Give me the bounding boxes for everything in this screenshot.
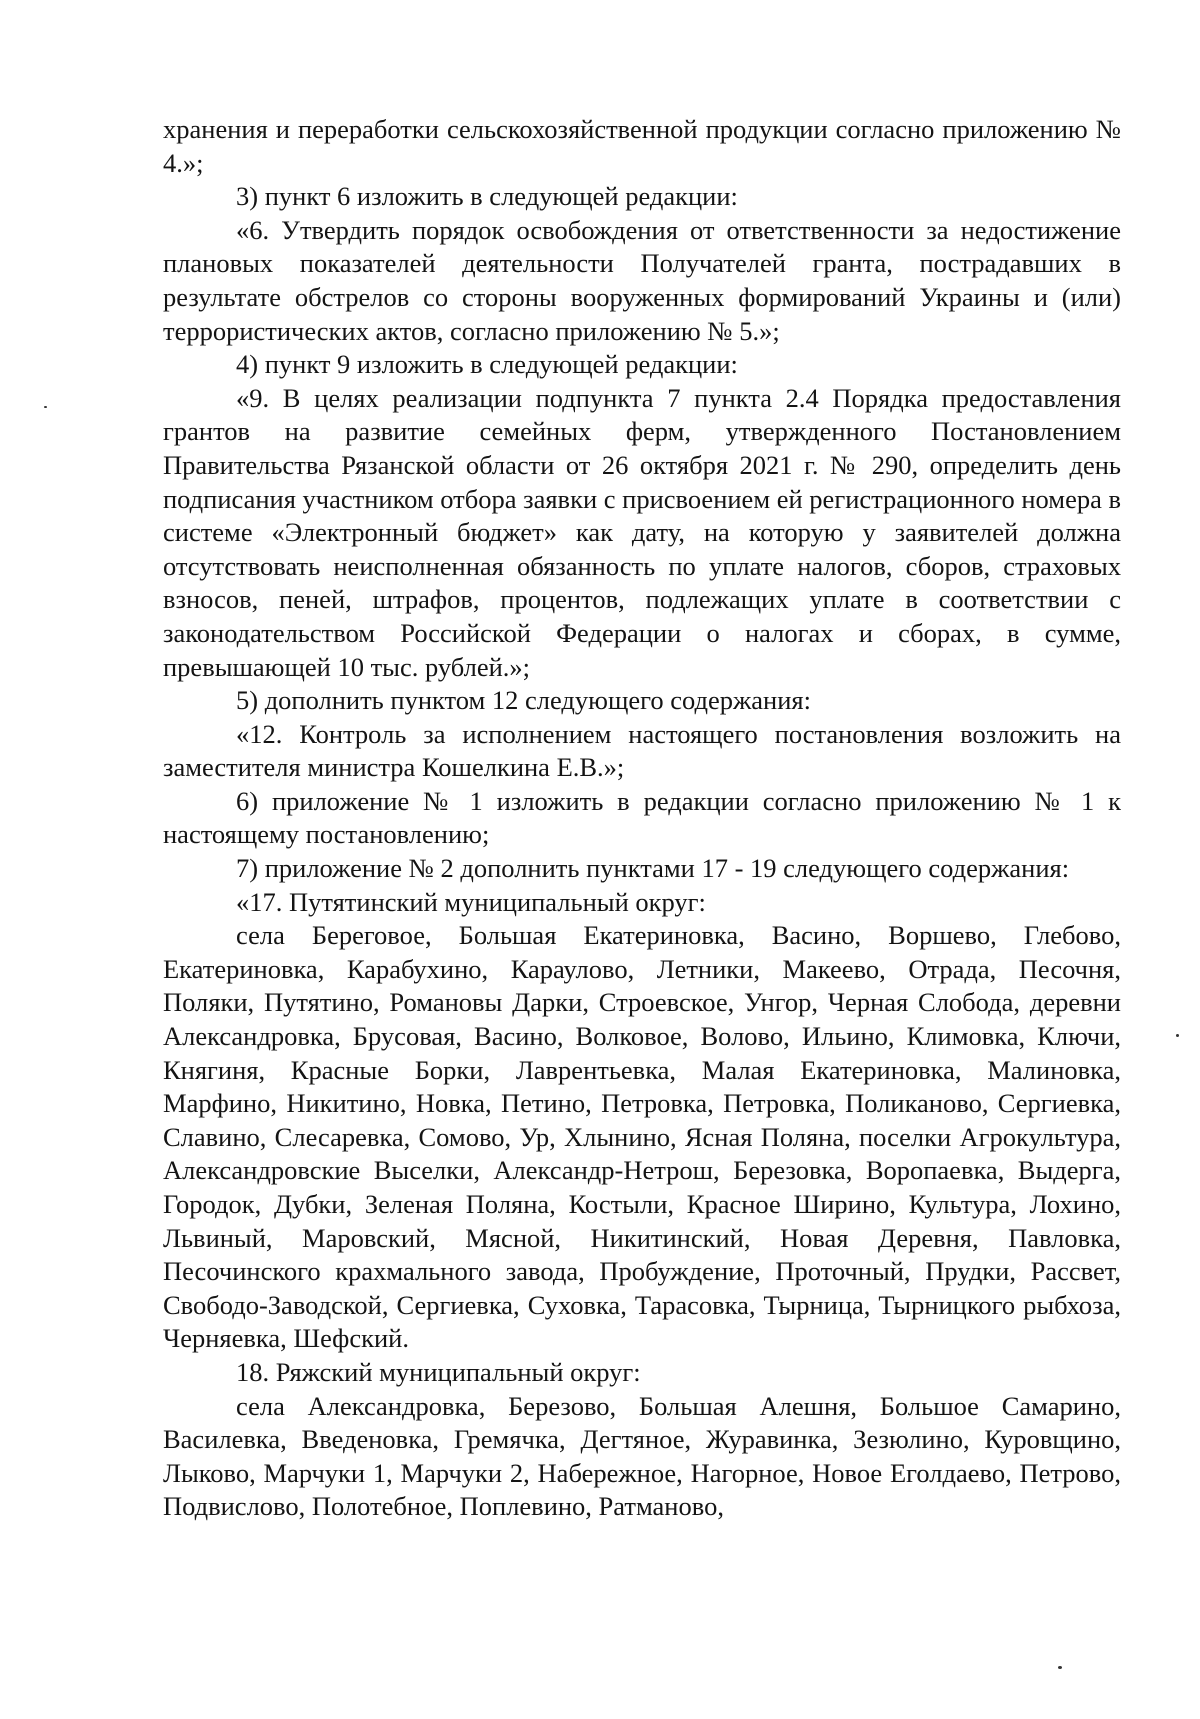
heading-putyatinsky-district: «17. Путятинский муниципальный округ: <box>236 886 706 917</box>
scan-speck <box>44 406 47 408</box>
paragraph-item-6-appendix-1: 6) приложение № 1 изложить в редакции согласно приложению № 1 к настоящему постановлению; <box>163 785 1121 850</box>
paragraph-point-9-text: «9. В целях реализации подпункта 7 пункта 2.4 Порядка предоставления грантов на развитие семейных ферм, утвержденного Постановлением Правительства Рязанской области от 26 октября 2021 г. № 290, определить день подписания участником отбора заявки с присвоением ей регистрационного номера в системе «Электронный бюджет» как дату, на которую у заявителей должна отсутствовать неисполненная обязанность по уплате налогов, сборов, страховых взносов, пеней, штрафов, процентов, подлежащих уплате в соответствии с законодательством Российской Федерации о налогах и сборах, в сумме, превышающей 10 тыс. рублей.»; <box>163 382 1121 682</box>
paragraph-storage-processing: хранения и переработки сельскохозяйственной продукции согласно приложению № 4.»; <box>163 114 1121 178</box>
document-page <box>163 113 1121 1524</box>
paragraph-item-5-point-12: 5) дополнить пунктом 12 следующего содержания: <box>236 685 811 716</box>
paragraph-item-4-point-9: 4) пункт 9 изложить в следующей редакции: <box>236 349 738 380</box>
paragraph-putyatinsky-settlements: села Береговое, Большая Екатериновка, Васино, Воршево, Глебово, Екатериновка, Карабухино, Караулово, Летники, Макеево, Отрада, Песочня, Поляки, Путятино, Романовы Дарки, Строевское, Унгор, Черная Слобода, деревни Александровка, Брусовая, Васино, Волковое, Волово, Ильино, Климовка, Ключи, Княгиня, Красные Борки, Лаврентьевка, Малая Екатериновка, Малиновка, Марфино, Никитино, Новка, Петино, Петровка, Петровка, Поликаново, Сергиевка, Славино, Слесаревка, Сомово, Ур, Хлынино, Ясная Поляна, поселки Агрокультура, Александровские Выселки, Александр-Нетрош, Березовка, Воропаевка, Выдерга, Городок, Дубки, Зеленая Поляна, Костыли, Красное Ширино, Культура, Лохино, Львиный, Маровский, Мясной, Никитинский, Новая Деревня, Павловка, Песочинского крахмального завода, Пробуждение, Проточный, Прудки, Рассвет, Свободо-Заводской, Сергиевка, Суховка, Тарасовка, Тырница, Тырницкого рыбхоза, Черняевка, Шефский. <box>163 920 1121 1354</box>
paragraph-ryazhsky-settlements: села Александровка, Березово, Большая Алешня, Большое Самарино, Василевка, Введеновка, Гремячка, Дегтяное, Журавинка, Зезюлино, Куровщино, Лыково, Марчуки 1, Марчуки 2, Набережное, Нагорное, Новое Еголдаево, Петрово, Подвислово, Полотебное, Поплевино, Ратманово, <box>163 1390 1121 1522</box>
scan-speck <box>1058 1666 1062 1669</box>
heading-ryazhsky-district: 18. Ряжский муниципальный округ: <box>236 1356 641 1387</box>
paragraph-item-7-appendix-2: 7) приложение № 2 дополнить пунктами 17 - 19 следующего содержания: <box>236 853 1070 884</box>
paragraph-point-6-text: «6. Утвердить порядок освобождения от ответственности за недостижение плановых показателей деятельности Получателей гранта, пострадавших в результате обстрелов со стороны вооруженных формирований Украины и (или) террористических актов, согласно приложению № 5.»; <box>163 214 1121 346</box>
paragraph-point-12-text: «12. Контроль за исполнением настоящего постановления возложить на заместителя министра Кошелкина Е.В.»; <box>163 718 1121 783</box>
paragraph-item-3-point-6: 3) пункт 6 изложить в следующей редакции: <box>236 181 738 212</box>
scan-speck <box>1176 1034 1179 1037</box>
